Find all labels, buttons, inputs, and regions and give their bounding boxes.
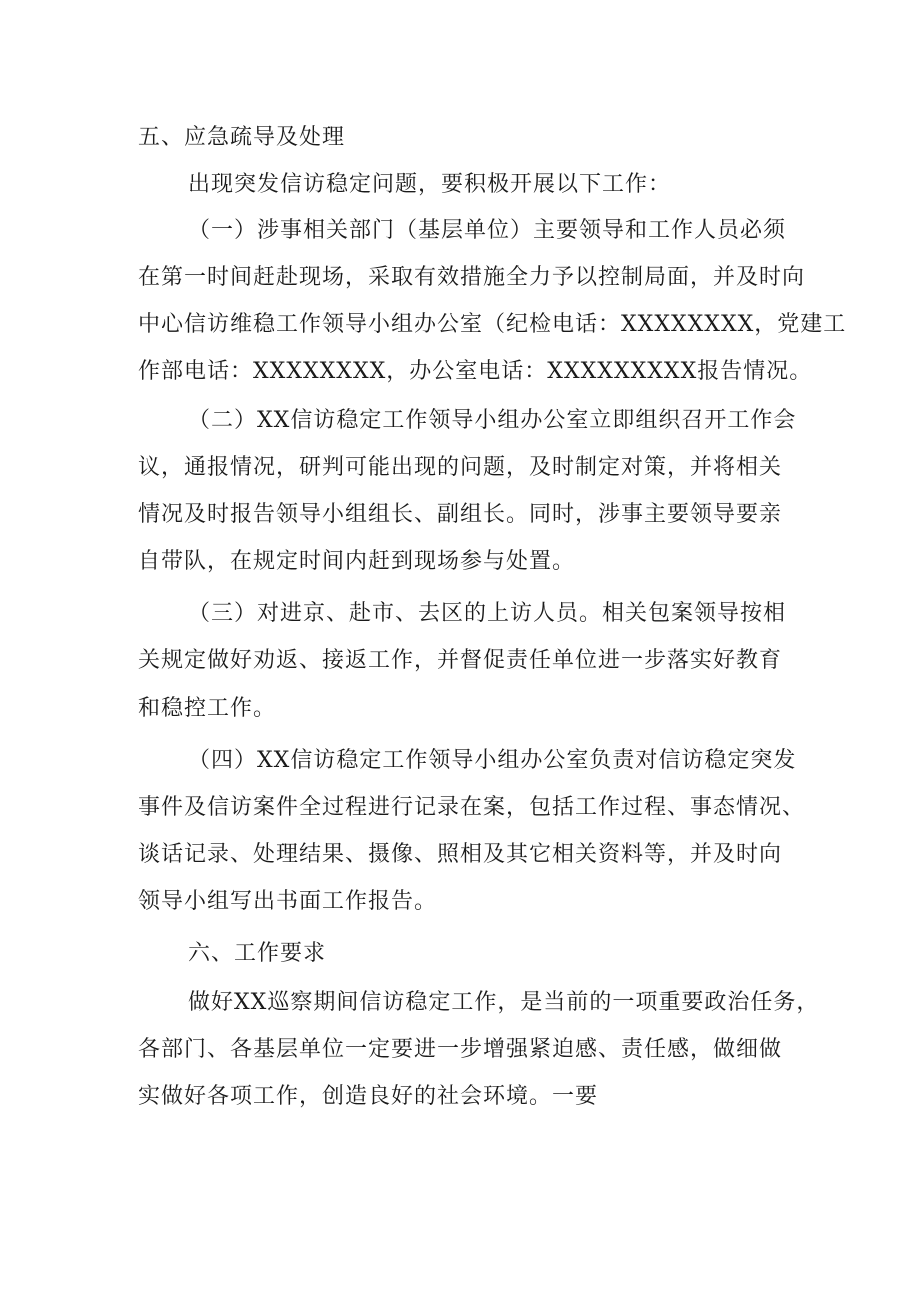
- section-5-intro: 出现突发信访稳定问题，要积极开展以下工作：: [188, 172, 672, 197]
- item-1-line-1: （一）涉事相关部门（基层单位）主要领导和工作人员必须: [188, 218, 787, 243]
- item-2-line-1: （二）XX信访稳定工作领导小组办公室立即组织召开工作会: [188, 408, 797, 433]
- section-6-line-1: 做好XX巡察期间信访稳定工作，是当前的一项重要政治任务，: [188, 990, 820, 1015]
- section-6-line-3: 实做好各项工作，创造良好的社会环境。一要: [138, 1084, 599, 1109]
- item-3-line-2: 关规定做好劝返、接返工作，并督促责任单位进一步落实好教育: [138, 648, 783, 673]
- item-3-line-3: 和稳控工作。: [138, 696, 277, 721]
- section-5-heading: 五、应急疏导及处理: [138, 125, 346, 150]
- section-6-heading: 六、工作要求: [188, 941, 327, 966]
- item-4-line-2: 事件及信访案件全过程进行记录在案，包括工作过程、事态情况、: [138, 795, 806, 820]
- section-6-line-2: 各部门、各基层单位一定要进一步增强紧迫感、责任感，做细做: [138, 1037, 783, 1062]
- item-4-line-4: 领导小组写出书面工作报告。: [138, 889, 438, 914]
- item-2-line-4: 自带队，在规定时间内赶到现场参与处置。: [138, 549, 576, 574]
- item-4-line-3: 谈话记录、处理结果、摄像、照相及其它相关资料等，并及时向: [138, 842, 783, 867]
- item-1-line-2: 在第一时间赶赴现场，采取有效措施全力予以控制局面，并及时向: [138, 265, 806, 290]
- item-1-line-4: 作部电话：XXXXXXXX，办公室电话：XXXXXXXXX报告情况。: [138, 359, 813, 384]
- item-2-line-2: 议，通报情况，研判可能出现的问题，及时制定对策，并将相关: [138, 455, 783, 480]
- item-3-line-1: （三）对进京、赴市、去区的上访人员。相关包案领导按相: [188, 601, 787, 626]
- item-4-line-1: （四）XX信访稳定工作领导小组办公室负责对信访稳定突发: [188, 748, 797, 773]
- item-1-line-3: 中心信访维稳工作领导小组办公室（纪检电话：XXXXXXXX，党建工: [138, 312, 847, 337]
- item-2-line-3: 情况及时报告领导小组组长、副组长。同时，涉事主要领导要亲: [138, 502, 783, 527]
